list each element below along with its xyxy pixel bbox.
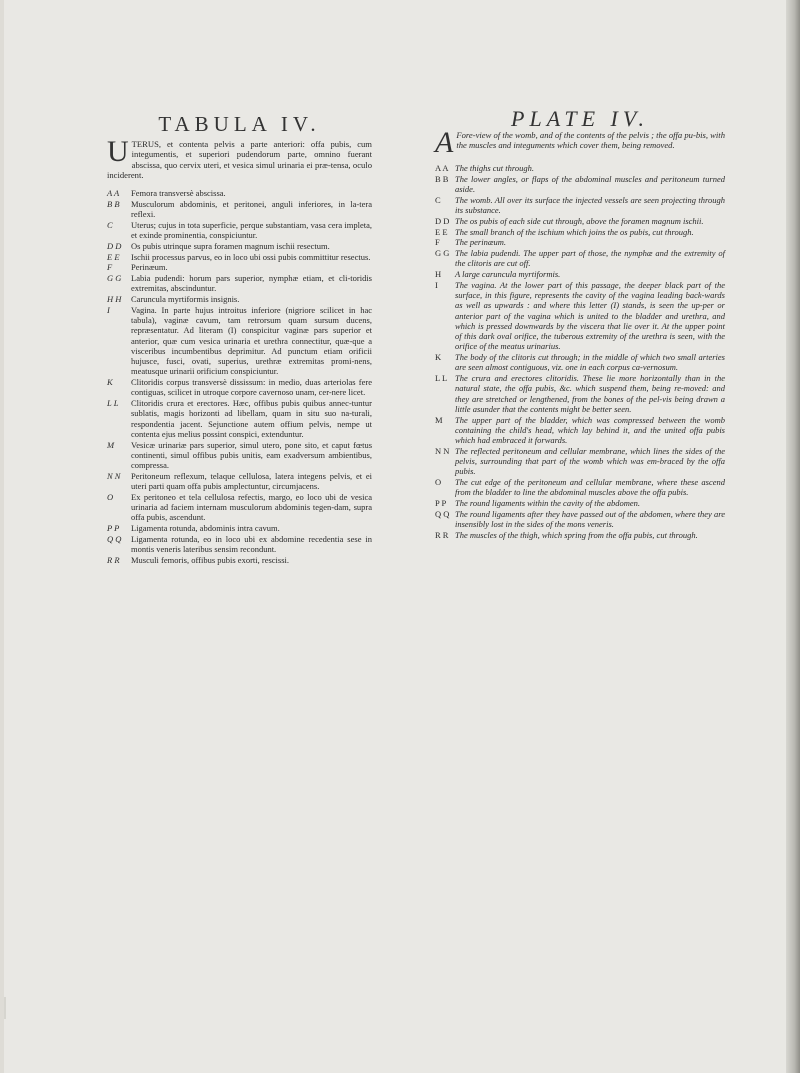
entry-key: F — [107, 262, 113, 273]
english-entry — [435, 373, 725, 414]
binding-mark — [4, 997, 20, 1019]
entry-key: Q Q — [107, 533, 122, 544]
latin-entry — [107, 440, 372, 471]
entry-text: The reflected peritoneum and cellular membrane, which lines the sides of the pelvis, surrounding that part of the womb which was em-braced by the offa pubis. — [455, 445, 725, 477]
entry-text: Labia pudendi: horum pars superior, nymphæ etiam, et cli-toridis extremitas, abscinduntur. — [131, 273, 372, 294]
entry-key: O — [435, 477, 442, 487]
entry-key: G G — [435, 248, 450, 258]
english-entry — [435, 509, 725, 530]
entry-text: Caruncula myrtiformis insignis. — [131, 294, 240, 304]
entry-text: Vesicæ urinariæ pars superior, simul utero, pone sito, et caput fœtus continenti, simul offibus pubis unitis, eam exadversum ambientibus, compressa. — [131, 439, 372, 470]
entry-text: Musculi femoris, offibus pubis exorti, rescissi. — [131, 554, 290, 565]
entry-text: Ex peritoneo et tela cellulosa refectis, margo, eo loco ubi de vesica urinaria ad faciem internam musculorum abdominis tegen-dam, supra offa pubis, ascendunt. — [131, 491, 372, 523]
english-entry — [435, 415, 725, 446]
entry-key: H — [435, 269, 442, 279]
latin-entry — [107, 523, 372, 533]
english-entry — [435, 269, 725, 279]
latin-entry — [107, 492, 372, 523]
entry-text: Os pubis utrinque supra foramen magnum ischii resectum. — [131, 240, 330, 251]
latin-entry — [107, 294, 372, 304]
latin-entry — [107, 377, 372, 398]
latin-intro — [107, 135, 372, 181]
entry-key: N N — [435, 445, 450, 456]
english-entry — [435, 237, 725, 247]
entry-key: C — [435, 194, 441, 205]
entry-text: A large caruncula myrtiformis. — [455, 269, 561, 279]
entry-key: G G — [107, 273, 122, 283]
latin-drop-cap: U — [107, 135, 129, 168]
entry-text: Uterus; cujus in tota superficie, perque substantiam, vasa cera impleta, et exinde prominentia, conspiciuntur. — [131, 219, 372, 240]
entry-text: Ischii processus parvus, eo in loco ubi ossi pubis committitur resectus. — [131, 251, 371, 262]
entry-key: B B — [435, 173, 449, 184]
english-entry — [435, 352, 725, 373]
latin-entry — [107, 534, 372, 555]
entry-key: E E — [435, 226, 448, 237]
entry-key: E E — [107, 251, 120, 262]
entry-key: C — [107, 219, 113, 230]
entry-text: The vagina. At the lower part of this passage, the deeper black part of the surface, in this figure, represents the cavity of the vagina leading back-wards as well as upwards : and where this letter (I) stands, is seen the up-per or anterior part of the vagina which is united to the bladder and urethra, and which is pressed downwards by the viscera that lie over it. At the upper point of this dark oval orifice, the tuberous extremity of the urethra is seen, with the orifice of the meatus urinarius. — [455, 279, 725, 352]
entry-text: Femora transversè abscissa. — [131, 188, 226, 198]
entry-key: A A — [435, 163, 449, 173]
english-entry — [435, 498, 725, 508]
entry-key: O — [107, 491, 114, 502]
english-entry-list — [435, 163, 725, 541]
english-entry — [435, 216, 725, 226]
entry-key: F — [435, 237, 440, 248]
entry-text: The perinæum. — [455, 237, 506, 248]
entry-key: R R — [107, 554, 120, 565]
entry-text: Ligamenta rotunda, abdominis intra cavum. — [131, 523, 280, 533]
entry-text: The muscles of the thigh, which spring from the offa pubis, cut through. — [455, 529, 698, 540]
latin-entry — [107, 199, 372, 220]
latin-entry — [107, 398, 372, 439]
entry-key: L L — [435, 373, 448, 383]
entry-text: Clitoridis crura et erectores. Hæc, offibus pubis quibus annec-tuntur sublatis, magis horizonti ad libellam, quam in situ suo na-turali, respondentia jacent. Sejunctione autem offium pelvis, nempe ut contenta ejus melius possint conspici, extenduntur. — [131, 398, 372, 439]
entry-text: The crura and erectores clitoridis. These lie more horizontally than in the natural state, the offa pubis, &c. which suspend them, being re-moved: and they are stretched or lengthened, from the bones of the pel-vis being drawn a little asunder that the contents might be better seen. — [455, 373, 725, 414]
latin-entry — [107, 252, 372, 262]
entry-key: N N — [107, 470, 121, 481]
entry-text: Clitoridis corpus transversè dississum: in medio, duas arteriolas fere contiguas, scilicet in utroque corpore cavernoso unam, cer-nere licet. — [131, 377, 372, 398]
entry-key: D D — [107, 240, 122, 251]
english-entry — [435, 248, 725, 269]
entry-text: The round ligaments within the cavity of the abdomen. — [455, 498, 641, 508]
entry-text: The upper part of the bladder, which was compressed between the womb containing the child's head, which lay behind it, and the united offa pubis which had embraced it forwards. — [455, 414, 725, 445]
entry-text: The small branch of the ischium which joins the os pubis, cut through. — [455, 226, 694, 237]
entry-text: The body of the clitoris cut through; in the middle of which two small arteries are seen almost contiguous, viz. one in each corpus ca-vernosum. — [455, 352, 725, 373]
english-entry — [435, 280, 725, 352]
latin-entry-list — [107, 188, 372, 566]
entry-key: B B — [107, 198, 120, 209]
latin-entry — [107, 262, 372, 272]
latin-entry — [107, 220, 372, 241]
latin-heading: TABULA IV. — [158, 112, 321, 136]
latin-intro-text: TERUS, et contenta pelvis a parte anteriori: offa pubis, cum integumentis, et superiori pudendorum parte, omnino fuerant abscissa, quo cervix uteri, et vesica simul urinaria ei præ-tensa, oculo inciderent. — [107, 139, 372, 181]
entry-text: The round ligaments after they have passed out of the abdomen, where they are insensibly lost in the sides of the mons veneris. — [455, 508, 725, 529]
entry-text: The cut edge of the peritoneum and cellular membrane, where these ascend from the bladder to line the abdominal muscles above the offa pubis. — [455, 477, 725, 498]
page-left-edge — [0, 0, 4, 1073]
entry-text: Vagina. In parte hujus introitus inferiore (nigriore scilicet in hac tabula), vaginæ cavum, tam retrorsum quam sursum ducens, repræsentatur. Ad literam (I) conspicitur vaginæ pars superior et anterior, quæ cum vesica urinaria et urethra connectitur, quæ-que a visceribus incumbentibus deprimitur. Ad punctum etiam orificii hujusce, fusci, ovati, superius, urethræ extremitas promi-nens, meatusque urinarii orificium conspiciuntur. — [131, 304, 372, 377]
entry-key: P P — [435, 498, 447, 508]
english-entry — [435, 477, 725, 498]
english-heading: PLATE IV. — [511, 106, 649, 131]
entry-text: The thighs cut through. — [455, 163, 535, 173]
entry-text: Ligamenta rotunda, eo in loco ubi ex abdomine recedentia sese in montis veneris lateribus sensim recondunt. — [131, 533, 372, 554]
entry-key: M — [435, 414, 443, 425]
latin-entry — [107, 241, 372, 251]
entry-key: R R — [435, 529, 449, 540]
latin-entry — [107, 188, 372, 198]
english-intro — [435, 126, 725, 159]
entry-key: D D — [435, 215, 450, 226]
latin-entry — [107, 305, 372, 377]
entry-text: Perinæum. — [131, 262, 168, 273]
english-entry — [435, 227, 725, 237]
entry-text: The os pubis of each side cut through, above the foramen magnum ischii. — [455, 215, 704, 226]
latin-entry — [107, 555, 372, 565]
entry-key: I — [435, 279, 438, 290]
latin-entry — [107, 471, 372, 492]
entry-key: Q Q — [435, 508, 450, 519]
entry-text: The womb. All over its surface the injected vessels are seen projecting through its substance. — [455, 194, 725, 215]
page-right-edge — [786, 0, 800, 1073]
latin-entry — [107, 273, 372, 294]
entry-key: H H — [107, 294, 122, 304]
english-entry — [435, 174, 725, 195]
entry-text: The labia pudendi. The upper part of those, the nymphæ and the extremity of the clitoris are cut off. — [455, 248, 725, 269]
entry-key: P P — [107, 523, 120, 533]
entry-key: M — [107, 439, 115, 450]
entry-key: A A — [107, 188, 120, 198]
english-entry — [435, 530, 725, 540]
entry-key: K — [107, 377, 113, 387]
entry-key: I — [107, 304, 110, 315]
english-intro-text: Fore-view of the womb, and of the contents of the pelvis ; the offa pu-bis, with the muscles and integuments which cover them, being removed. — [456, 130, 725, 151]
english-drop-cap: A — [435, 126, 454, 159]
entry-text: Musculorum abdominis, et peritonei, anguli inferiores, in la-tera reflexi. — [131, 198, 372, 219]
entry-key: K — [435, 352, 442, 362]
entry-key: L L — [107, 398, 119, 408]
english-entry — [435, 163, 725, 173]
entry-text: Peritoneum reflexum, telaque cellulosa, latera integens pelvis, et ei uteri parti quam offa pubis amplectuntur, circumjacens. — [131, 470, 372, 491]
entry-text: The lower angles, or flaps of the abdominal muscles and peritoneum turned aside. — [455, 173, 725, 194]
english-entry — [435, 195, 725, 216]
english-entry — [435, 446, 725, 477]
